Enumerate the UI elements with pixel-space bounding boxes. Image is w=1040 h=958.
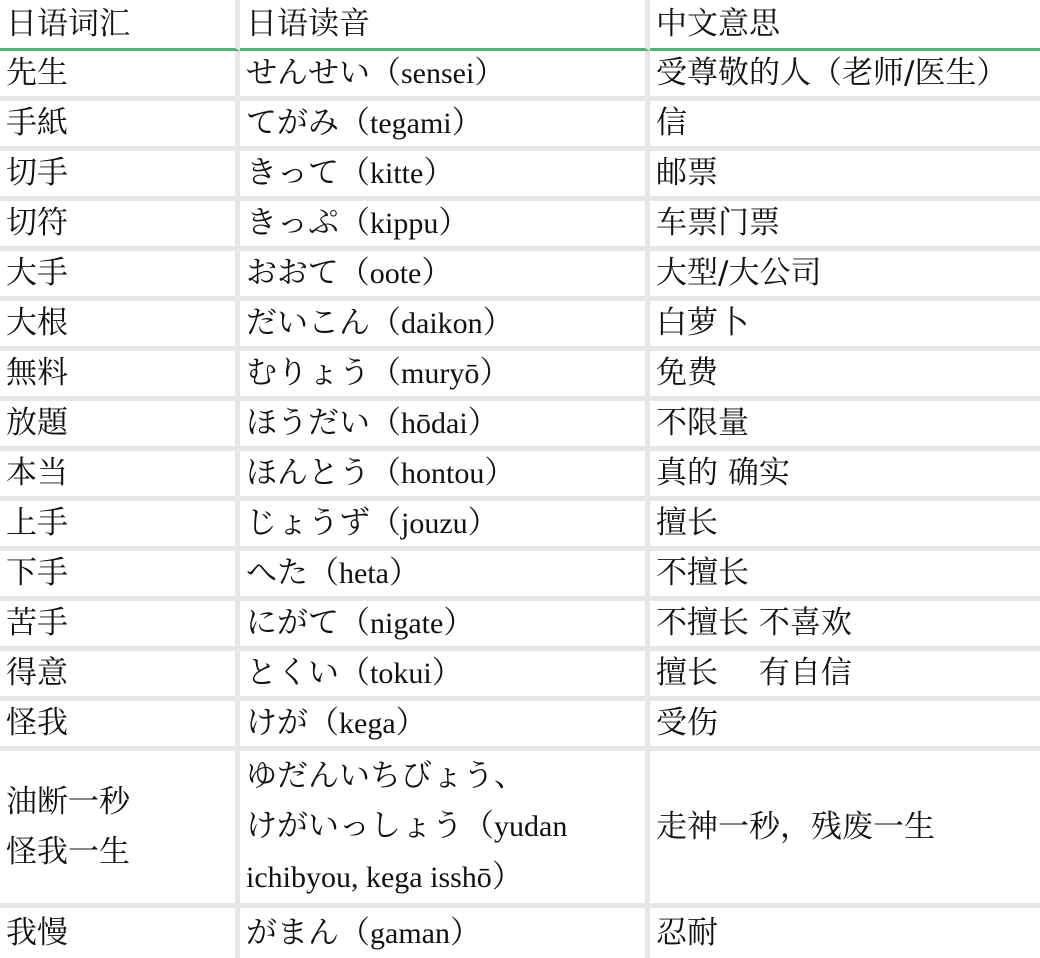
table-row xyxy=(0,451,1040,501)
table-row xyxy=(0,301,1040,351)
reading-romaji: nigate xyxy=(370,607,444,640)
reading-kana: おおて xyxy=(246,255,339,291)
cell-meaning: 车票门票 xyxy=(650,201,1040,251)
reading-kana: てがみ xyxy=(246,105,339,141)
cell-meaning: 大型/大公司 xyxy=(650,251,1040,301)
table-row xyxy=(0,551,1040,601)
header-row xyxy=(0,0,1040,51)
reading-romaji: gaman xyxy=(370,916,450,950)
table-row xyxy=(0,908,1040,958)
cell-reading: がまん（gaman） xyxy=(240,908,650,958)
reading-romaji: hōdai xyxy=(401,407,468,440)
reading-romaji: muryō xyxy=(401,357,480,390)
cell-reading: きって（kitte） xyxy=(240,151,650,201)
cell-word xyxy=(0,751,240,908)
cell-reading: だいこん（daikon） xyxy=(240,301,650,351)
cell-reading: きっぷ（kippu） xyxy=(240,201,650,251)
header-reading: 日语读音 xyxy=(240,0,650,51)
cell-word: 我慢 xyxy=(0,908,240,958)
table-row xyxy=(0,201,1040,251)
cell-word: 大手 xyxy=(0,251,240,301)
cell-reading: おおて（oote） xyxy=(240,251,650,301)
cell-meaning: 真的 确实 xyxy=(650,451,1040,501)
cell-word: 手紙 xyxy=(0,101,240,151)
cell-word: 本当 xyxy=(0,451,240,501)
reading-kana: けがいっしょう xyxy=(246,808,463,844)
table-row xyxy=(0,751,1040,908)
cell-meaning: 邮票 xyxy=(650,151,1040,201)
table-row xyxy=(0,51,1040,101)
reading-romaji: tegami xyxy=(370,107,452,140)
cell-reading: むりょう（muryō） xyxy=(240,351,650,401)
reading-kana: ほんとう xyxy=(246,455,370,491)
reading-kana: ほうだい xyxy=(246,405,370,441)
cell-reading: ほんとう（hontou） xyxy=(240,451,650,501)
reading-romaji: kippu xyxy=(370,207,439,240)
reading-kana: せんせい xyxy=(246,55,370,91)
cell-word: 苦手 xyxy=(0,601,240,651)
reading-kana: じょうず xyxy=(246,505,370,541)
table-row xyxy=(0,501,1040,551)
cell-word: 無料 xyxy=(0,351,240,401)
reading-romaji: daikon xyxy=(401,307,483,340)
cell-meaning: 擅长 xyxy=(650,501,1040,551)
reading-romaji: ichibyou, kega isshō xyxy=(246,861,492,894)
reading-kana: とくい xyxy=(246,655,339,691)
cell-word: 切符 xyxy=(0,201,240,251)
reading-romaji: jouzu xyxy=(401,507,468,540)
cell-word: 下手 xyxy=(0,551,240,601)
cell-word: 大根 xyxy=(0,301,240,351)
cell-meaning: 忍耐 xyxy=(656,914,718,951)
table-row xyxy=(0,351,1040,401)
cell-reading: にがて（nigate） xyxy=(240,601,650,651)
cell-word: 上手 xyxy=(0,501,240,551)
table-row xyxy=(0,601,1040,651)
reading-kana: きっぷ xyxy=(246,205,339,241)
header-word: 日语词汇 xyxy=(0,0,240,51)
table-row xyxy=(0,701,1040,751)
word-line: 怪我一生 xyxy=(6,834,130,870)
reading-kana: ゆだんいちびょう、 xyxy=(246,758,525,794)
cell-reading: けが（kega） xyxy=(240,701,650,751)
cell-meaning: 受伤 xyxy=(650,701,1040,751)
cell-reading: せんせい（sensei） xyxy=(240,51,650,101)
reading-romaji: kitte xyxy=(370,157,424,190)
table-row xyxy=(0,651,1040,701)
table-row xyxy=(0,251,1040,301)
cell-meaning: 走神一秒，残废一生 xyxy=(650,751,1040,908)
cell-reading: ほうだい（hōdai） xyxy=(240,401,650,451)
reading-kana: きって xyxy=(246,155,339,191)
word-line: 油断一秒 xyxy=(6,784,130,820)
reading-romaji: hontou xyxy=(401,457,485,490)
cell-meaning: 白萝卜 xyxy=(650,301,1040,351)
table-row xyxy=(0,101,1040,151)
cell-reading: ゆだんいちびょう、 けがいっしょう（yudan ichibyou, kega isshō） xyxy=(240,751,650,908)
reading-kana: むりょう xyxy=(246,355,370,391)
cell-word: 先生 xyxy=(0,51,240,101)
reading-romaji: tokui xyxy=(370,657,432,690)
cell-reading: とくい（tokui） xyxy=(240,651,650,701)
cell-word: 切手 xyxy=(0,151,240,201)
cell-meaning: 不擅长 xyxy=(650,551,1040,601)
cell-meaning: 信 xyxy=(650,101,1040,151)
cell-reading: てがみ（tegami） xyxy=(240,101,650,151)
reading-romaji: sensei xyxy=(401,57,475,90)
reading-kana: へた xyxy=(246,555,308,591)
reading-kana: にがて xyxy=(246,605,339,641)
table-row xyxy=(0,401,1040,451)
cell-reading: へた（heta） xyxy=(240,551,650,601)
header-meaning: 中文意思 xyxy=(650,0,1040,51)
reading-romaji: oote xyxy=(369,257,422,290)
cell-meaning: 擅长 有自信 xyxy=(650,651,1040,701)
cell-meaning: 不限量 xyxy=(650,401,1040,451)
reading-kana: がまん xyxy=(246,914,339,951)
cell-reading: じょうず（jouzu） xyxy=(240,501,650,551)
table-row xyxy=(0,151,1040,201)
reading-romaji: yudan xyxy=(494,810,568,843)
cell-meaning: 受尊敬的人（老师/医生） xyxy=(650,51,1040,101)
reading-romaji: heta xyxy=(339,557,389,590)
cell-word: 得意 xyxy=(0,651,240,701)
cell-meaning: 不擅长 不喜欢 xyxy=(650,601,1040,651)
cell-word: 怪我 xyxy=(0,701,240,751)
cell-meaning: 免费 xyxy=(650,351,1040,401)
reading-romaji: kega xyxy=(339,707,396,740)
reading-kana: だいこん xyxy=(246,305,370,341)
reading-kana: けが xyxy=(246,705,308,741)
cell-word: 放題 xyxy=(0,401,240,451)
